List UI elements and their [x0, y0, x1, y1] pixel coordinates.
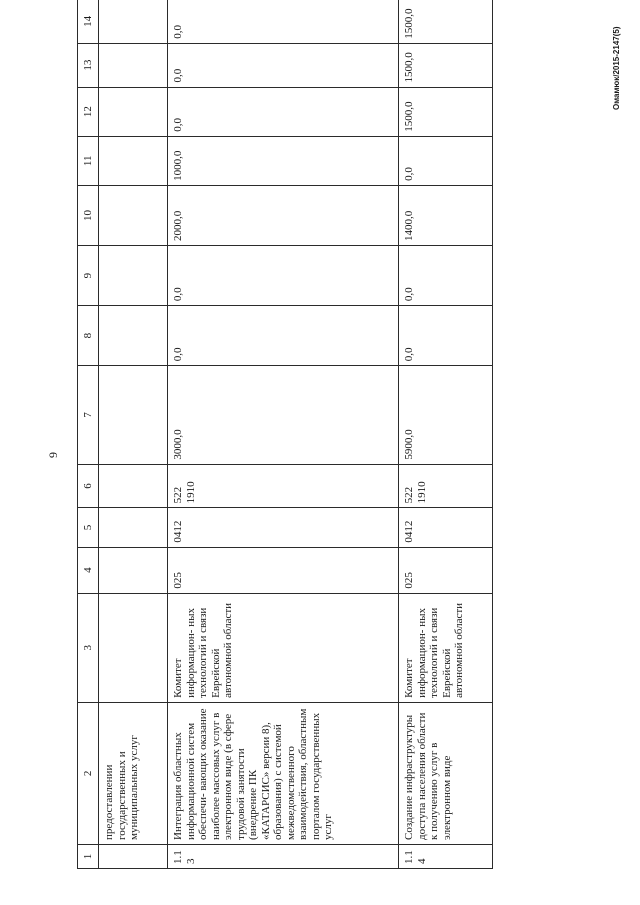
col-header: 7 — [78, 366, 99, 464]
page-number: 9 — [46, 452, 60, 458]
measure-name: Создание инфраструктуры доступа населения области к получению услуг в электронном виде — [399, 702, 493, 844]
row-number: 1.14 — [399, 844, 493, 868]
cell — [99, 366, 168, 464]
measure-name: Интеграция областных информационной систем обеспечи- вающих оказание наиболее массовых услуг в электронном виде (в сфере трудовой занятости (внедрение ПК «КАТАРСИС» версии 8), образования) с системой межведомственного взаимодействия, областным порталом государственных услуг — [168, 702, 399, 844]
table-row — [99, 0, 168, 869]
header-row — [78, 0, 99, 869]
row-number: 1.13 — [168, 844, 399, 868]
executor: Комитет информацион- ных технологий и связи Еврейской автономной области — [168, 593, 399, 702]
col-header: 9 — [78, 246, 99, 306]
col-header: 2 — [78, 702, 99, 844]
col-header: 1 — [78, 844, 99, 868]
cell — [99, 0, 168, 43]
table-row — [399, 0, 493, 869]
cell — [99, 508, 168, 547]
cell: 0,0 — [168, 306, 399, 366]
executor: Комитет информацион- ных технологий и связи Еврейской автономной области — [399, 593, 493, 702]
cell — [99, 43, 168, 87]
col-header: 13 — [78, 43, 99, 87]
row-number — [99, 844, 168, 868]
col-header: 11 — [78, 136, 99, 185]
cell — [99, 185, 168, 245]
cell: 1500,0 — [399, 87, 493, 136]
table-row — [168, 0, 399, 869]
col-header: 5 — [78, 508, 99, 547]
cell: 522 1910 — [168, 464, 399, 508]
executor — [99, 593, 168, 702]
cell: 025 — [168, 547, 399, 593]
col-header: 14 — [78, 0, 99, 43]
cell: 025 — [399, 547, 493, 593]
cell: 1500,0 — [399, 43, 493, 87]
cell: 0,0 — [399, 246, 493, 306]
budget-table — [77, 0, 493, 869]
cell: 3000,0 — [168, 366, 399, 464]
cell — [99, 306, 168, 366]
cell: 0412 — [168, 508, 399, 547]
cell: 1500,0 — [399, 0, 493, 43]
cell: 0,0 — [168, 246, 399, 306]
cell — [99, 464, 168, 508]
cell: 1000,0 — [168, 136, 399, 185]
cell: 2000,0 — [168, 185, 399, 245]
col-header: 6 — [78, 464, 99, 508]
cell: 0,0 — [399, 306, 493, 366]
cell: 5900,0 — [399, 366, 493, 464]
col-header: 4 — [78, 547, 99, 593]
cell: 0,0 — [168, 87, 399, 136]
cell: 1400,0 — [399, 185, 493, 245]
cell: 0412 — [399, 508, 493, 547]
cell — [99, 136, 168, 185]
cell — [99, 246, 168, 306]
document-stamp: Омамюк/2015-2147(5) — [612, 26, 621, 110]
measure-name: предоставлении государственных и муниципальных услуг — [99, 702, 168, 844]
cell: 0,0 — [168, 0, 399, 43]
cell: 0,0 — [399, 136, 493, 185]
cell — [99, 547, 168, 593]
col-header: 12 — [78, 87, 99, 136]
cell: 522 1910 — [399, 464, 493, 508]
col-header: 8 — [78, 306, 99, 366]
col-header: 3 — [78, 593, 99, 702]
cell: 0,0 — [168, 43, 399, 87]
col-header: 10 — [78, 185, 99, 245]
cell — [99, 87, 168, 136]
